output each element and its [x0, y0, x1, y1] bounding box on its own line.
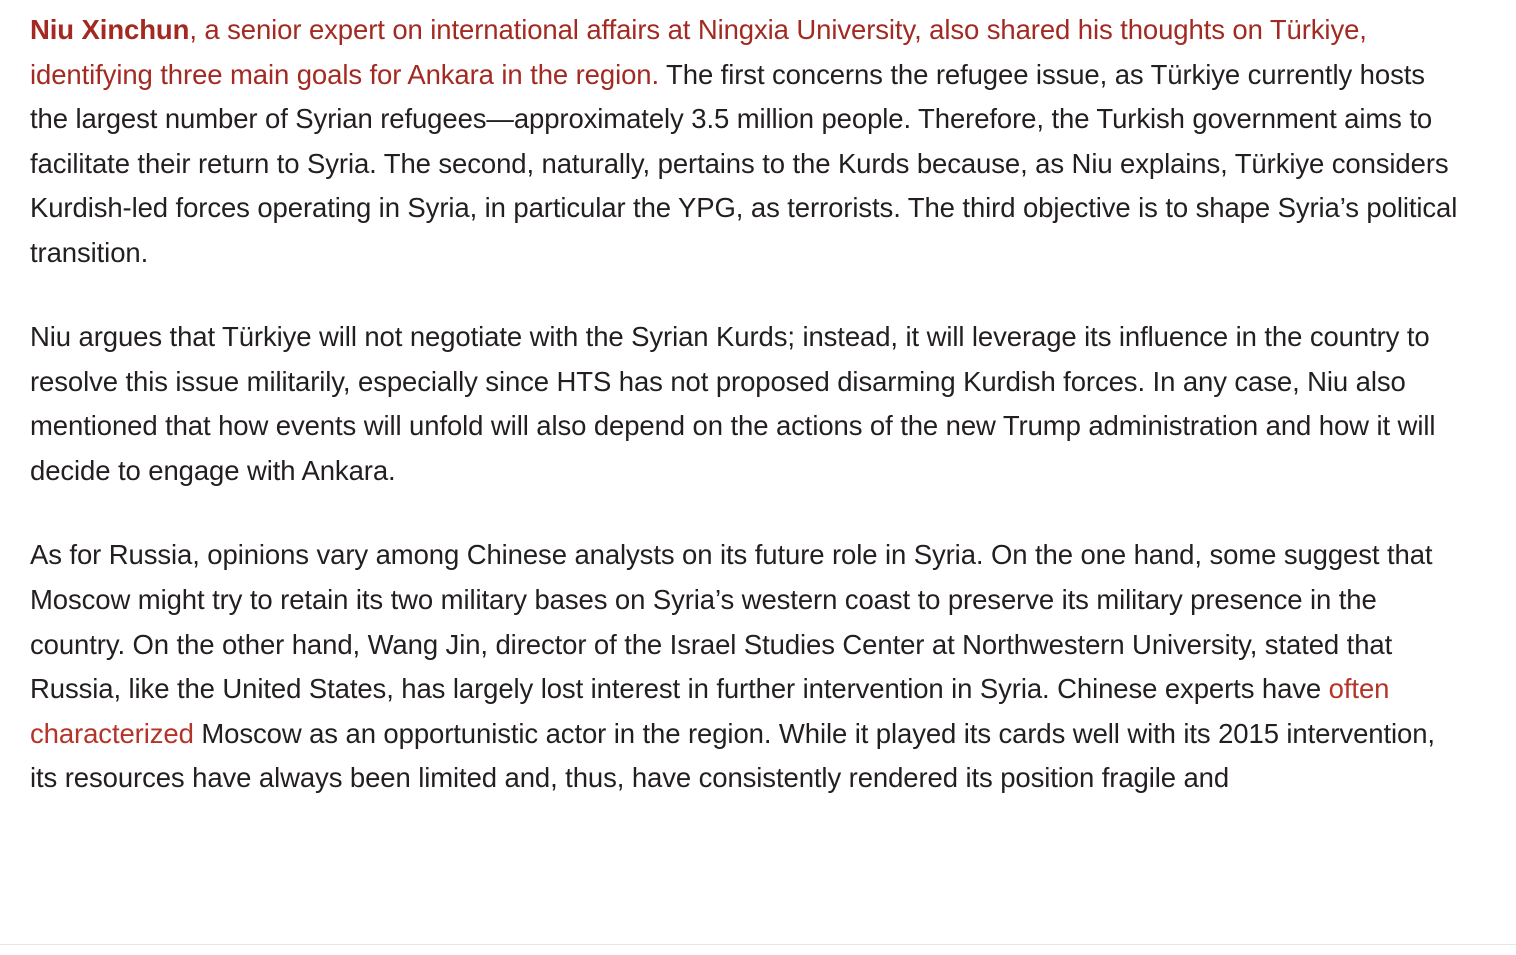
page-bottom-edge	[0, 944, 1516, 955]
paragraph-2-body: Niu argues that Türkiye will not negotiate with the Syrian Kurds; instead, it will leverage its influence in the country to resolve this issue militarily, especially since HTS has not proposed disarming Kurdish forces. In any case, Niu also mentioned that how events will unfold will also depend on the actions of the new Trump administration and how it will decide to engage with Ankara.	[30, 321, 1436, 486]
paragraph-1	[30, 8, 1468, 275]
expert-name: Niu Xinchun	[30, 14, 190, 45]
paragraph-3	[30, 533, 1468, 800]
paragraph-2	[30, 315, 1468, 493]
paragraph-1-body: The first concerns the refugee issue, as Türkiye currently hosts the largest number of Syrian refugees—approximately 3.5 million people. Therefore, the Turkish government aims to facilitate their return to Syria. The second, naturally, pertains to the Kurds because, as Niu explains, Türkiye considers Kurdish-led forces operating in Syria, in particular the YPG, as terrorists. The third objective is to shape Syria’s political transition.	[30, 58, 1458, 268]
paragraph-3-body-before-link: As for Russia, opinions vary among Chinese analysts on its future role in Syria. On the one hand, some suggest that Moscow might try to retain its two military bases on Syria’s western coast to preserve its military presence in the country. On the other hand, Wang Jin, director of the Israel Studies Center at Northwestern University, stated that Russia, like the United States, has largely lost interest in further intervention in Syria. Chinese experts have	[30, 539, 1433, 705]
often-characterized-link[interactable]: often characterized	[30, 673, 1390, 749]
lead-highlight-rest: , a senior expert on international affairs at Ningxia University, also shared his thoughts on Türkiye, identifying three main goals for Ankara in the region.	[30, 14, 1367, 90]
paragraph-3-body-after-link: Moscow as an opportunistic actor in the region. While it played its cards well with its 2015 intervention, its resources have always been limited and, thus, have consistently rendered its position fragile and	[30, 717, 1435, 794]
